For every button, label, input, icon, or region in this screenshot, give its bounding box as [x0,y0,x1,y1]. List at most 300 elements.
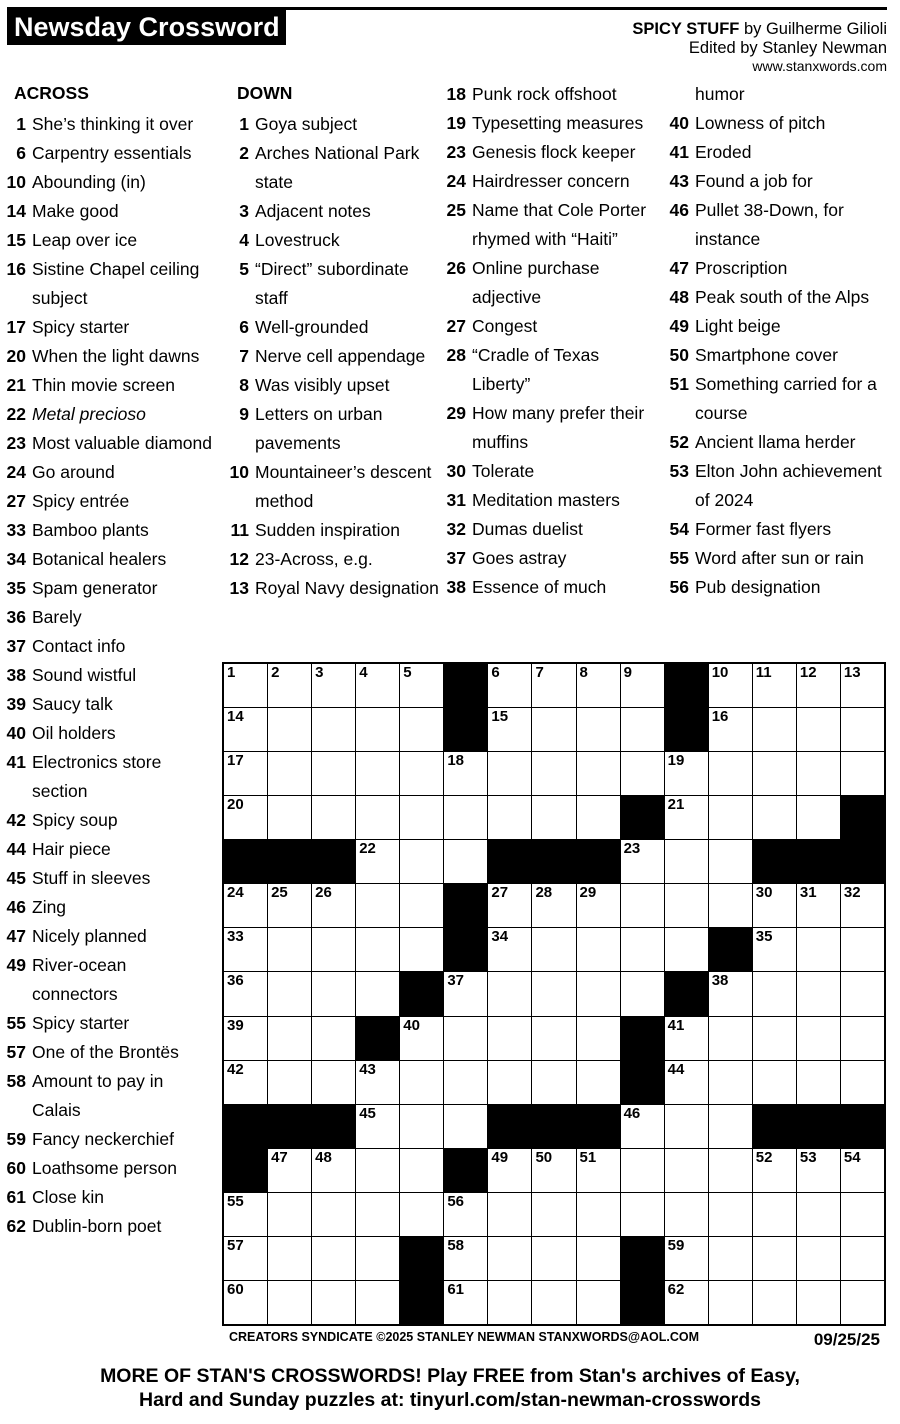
grid-cell[interactable] [577,1149,620,1192]
clue-item [669,196,891,254]
grid-cell[interactable] [356,1237,399,1280]
clue-item [669,80,891,109]
black-square [444,708,487,751]
cell-number: 33 [227,928,244,946]
clue-number: 20 [6,346,26,366]
grid-cell[interactable] [621,664,664,707]
grid-cell[interactable] [841,1281,884,1324]
down-header: DOWN [237,83,293,103]
clue-text: Something carried for a course [695,374,877,423]
clue-number: 48 [669,287,689,307]
grid-cell[interactable] [532,884,575,927]
grid-cell[interactable] [224,796,267,839]
black-square [665,708,708,751]
grid-cell[interactable] [621,928,664,971]
grid-cell[interactable] [356,1061,399,1104]
grid-cell[interactable] [356,708,399,751]
cell-number: 41 [667,1016,685,1034]
grid-cell[interactable] [841,884,884,927]
clue-number [669,80,695,109]
cell-number: 36 [227,972,244,990]
grid-cell[interactable] [312,928,355,971]
cell-number: 8 [579,664,588,681]
grid-cell[interactable] [709,796,752,839]
clue-text: Dublin-born poet [32,1216,162,1236]
grid-cell[interactable] [224,1017,267,1060]
black-square [488,1105,531,1148]
down-clue-list-3 [669,80,891,602]
grid-cell[interactable] [577,928,620,971]
grid-cell[interactable] [224,972,267,1015]
grid-cell[interactable] [532,1193,575,1236]
grid-cell[interactable] [444,972,487,1015]
grid-cell[interactable] [532,796,575,839]
grid-cell[interactable] [268,1061,311,1104]
grid-cell[interactable] [841,708,884,751]
grid-cell[interactable] [268,972,311,1015]
grid-cell[interactable] [488,1193,531,1236]
grid-cell[interactable] [797,1281,840,1324]
clue-item [6,1009,216,1038]
grid-cell[interactable] [268,1149,311,1192]
grid-cell[interactable] [400,1149,443,1192]
grid-cell[interactable] [400,1017,443,1060]
grid-cell[interactable] [709,972,752,1015]
clue-text: Saucy talk [32,694,113,714]
clue-number: 14 [6,201,26,221]
clue-number: 61 [6,1187,26,1207]
grid-cell[interactable] [665,884,708,927]
clue-item [446,341,656,399]
grid-cell[interactable] [797,1061,840,1104]
grid-cell[interactable] [488,708,531,751]
grid-cell[interactable] [577,972,620,1015]
grid-cell[interactable] [356,972,399,1015]
grid-cell[interactable] [797,752,840,795]
cell-number: 15 [491,708,509,726]
clue-number: 10 [6,172,26,192]
cell-number: 48 [315,1148,332,1166]
grid-cell[interactable] [621,708,664,751]
clue-number: 3 [239,201,249,221]
grid-cell[interactable] [841,1193,884,1236]
clue-number: 26 [446,258,466,278]
black-square [621,1237,664,1280]
grid-cell[interactable] [577,708,620,751]
grid-cell[interactable] [709,840,752,883]
grid-cell[interactable] [665,752,708,795]
grid-cell[interactable] [709,884,752,927]
grid-cell[interactable] [444,796,487,839]
clue-number: 37 [446,548,466,568]
grid-cell[interactable] [753,1061,796,1104]
grid-cell[interactable] [665,1193,708,1236]
clue-number: 27 [6,491,26,511]
grid-cell[interactable] [577,796,620,839]
grid-cell[interactable] [841,972,884,1015]
clue-item [6,197,216,226]
clue-text: “Direct” subordinate staff [255,259,409,308]
clue-item [6,661,216,690]
grid-cell[interactable] [400,928,443,971]
clue-number: 49 [6,955,26,975]
grid-cell[interactable] [532,708,575,751]
grid-cell[interactable] [400,1105,443,1148]
cell-number: 16 [711,708,729,726]
grid-cell[interactable] [268,884,311,927]
clue-text: Zing [32,897,67,917]
grid-cell[interactable] [400,708,443,751]
grid-cell[interactable] [444,1237,487,1280]
grid-cell[interactable] [665,1017,708,1060]
grid-cell[interactable] [532,1149,575,1192]
grid-cell[interactable] [709,1237,752,1280]
grid-cell[interactable] [709,708,752,751]
grid-cell[interactable] [400,752,443,795]
grid-cell[interactable] [312,884,355,927]
cell-number: 54 [843,1148,861,1166]
clue-item [229,110,444,139]
clue-item [446,399,656,457]
grid-cell[interactable] [532,664,575,707]
clue-text: Was visibly upset [255,375,390,395]
grid-cell[interactable] [224,1281,267,1324]
clue-item [446,196,656,254]
grid-cell[interactable] [444,1061,487,1104]
grid-cell[interactable] [709,1281,752,1324]
grid-cell[interactable] [665,796,708,839]
black-square [621,1281,664,1324]
grid-cell[interactable] [841,1237,884,1280]
grid-cell[interactable] [444,1105,487,1148]
clue-text: Ancient llama herder [695,432,856,452]
grid-cell[interactable] [753,1281,796,1324]
clue-item [6,400,216,429]
clue-text: Oil holders [32,723,116,743]
grid-cell[interactable] [224,1237,267,1280]
grid-cell[interactable] [400,1193,443,1236]
black-square [709,928,752,971]
grid-cell[interactable] [797,664,840,707]
cell-number: 43 [359,1060,376,1078]
grid-cell[interactable] [400,796,443,839]
grid-cell[interactable] [577,1281,620,1324]
grid-cell[interactable] [488,1237,531,1280]
grid-cell[interactable] [753,1193,796,1236]
grid-cell[interactable] [753,884,796,927]
clue-item [6,1125,216,1154]
grid-cell[interactable] [488,884,531,927]
clue-number: 49 [669,316,689,336]
grid-cell[interactable] [577,884,620,927]
down-clues-column-2 [446,80,656,602]
clue-number: 27 [446,316,466,336]
across-clues-column [6,80,216,1241]
grid-cell[interactable] [224,928,267,971]
cell-number: 30 [755,884,773,902]
grid-cell[interactable] [797,1237,840,1280]
clue-number: 52 [669,432,689,452]
clue-item [229,371,444,400]
grid-cell[interactable] [312,1149,355,1192]
grid-cell[interactable] [797,708,840,751]
black-square [797,840,840,883]
grid-cell[interactable] [312,1061,355,1104]
clue-number: 35 [6,578,26,598]
clue-text: Former fast flyers [695,519,832,539]
crossword-grid [222,662,886,1326]
grid-cell[interactable] [312,708,355,751]
grid-cell[interactable] [532,752,575,795]
grid-cell[interactable] [797,1149,840,1192]
grid-cell[interactable] [709,752,752,795]
grid-cell[interactable] [488,928,531,971]
grid-cell[interactable] [488,1017,531,1060]
grid-cell[interactable] [797,928,840,971]
grid-cell[interactable] [224,884,267,927]
grid-cell[interactable] [841,1149,884,1192]
clue-item [6,951,216,1009]
grid-cell[interactable] [577,1237,620,1280]
grid-cell[interactable] [709,1061,752,1104]
clue-item [229,516,444,545]
grid-cell[interactable] [532,972,575,1015]
cell-number: 13 [843,664,861,681]
cell-number: 11 [755,664,772,681]
grid-cell[interactable] [268,664,311,707]
grid-cell[interactable] [709,1193,752,1236]
grid-cell[interactable] [753,1149,796,1192]
cell-number: 28 [535,884,553,902]
grid-cell[interactable] [532,928,575,971]
grid-cell[interactable] [709,1105,752,1148]
grid-cell[interactable] [312,1281,355,1324]
grid-cell[interactable] [488,752,531,795]
grid-cell[interactable] [400,1061,443,1104]
grid-cell[interactable] [841,1061,884,1104]
grid-cell[interactable] [841,928,884,971]
grid-cell[interactable] [400,664,443,707]
grid-cell[interactable] [356,884,399,927]
grid-cell[interactable] [709,1149,752,1192]
grid-cell[interactable] [753,796,796,839]
grid-cell[interactable] [444,1017,487,1060]
grid-cell[interactable] [577,752,620,795]
grid-cell[interactable] [577,1061,620,1104]
clue-number: 44 [6,839,26,859]
grid-cell[interactable] [312,752,355,795]
grid-cell[interactable] [665,1105,708,1148]
grid-cell[interactable] [268,1017,311,1060]
grid-cell[interactable] [268,1281,311,1324]
grid-cell[interactable] [268,796,311,839]
grid-cell[interactable] [841,1017,884,1060]
clue-text: Nicely planned [32,926,147,946]
grid-cell[interactable] [665,928,708,971]
grid-cell[interactable] [488,796,531,839]
cell-number: 21 [667,796,685,814]
grid-cell[interactable] [312,1237,355,1280]
grid-cell[interactable] [356,1281,399,1324]
clue-text: One of the Brontës [32,1042,179,1062]
grid-cell[interactable] [797,884,840,927]
grid-cell[interactable] [797,1193,840,1236]
grid-cell[interactable] [665,840,708,883]
grid-cell[interactable] [532,1061,575,1104]
black-square [532,840,575,883]
clue-text: When the light dawns [32,346,200,366]
grid-cell[interactable] [400,840,443,883]
grid-cell[interactable] [488,1061,531,1104]
cell-number: 20 [227,796,244,814]
grid-cell[interactable] [797,972,840,1015]
author: by Guilherme Gilioli [743,20,887,38]
clue-number: 30 [446,461,466,481]
cell-number: 47 [271,1148,288,1166]
cell-number: 4 [359,664,368,681]
grid-cell[interactable] [356,1193,399,1236]
clue-number: 62 [6,1216,26,1236]
clue-text: Contact info [32,636,126,656]
grid-cell[interactable] [444,1281,487,1324]
grid-cell[interactable] [488,1149,531,1192]
clue-item [669,428,891,457]
grid-cell[interactable] [753,1017,796,1060]
grid-cell[interactable] [356,1149,399,1192]
puzzle-date: 09/25/25 [813,1330,880,1349]
grid-cell[interactable] [709,664,752,707]
clue-item [6,690,216,719]
grid-cell[interactable] [621,1149,664,1192]
grid-cell[interactable] [268,1237,311,1280]
grid-cell[interactable] [532,1237,575,1280]
clue-text: Lowness of pitch [695,113,826,133]
grid-cell[interactable] [753,928,796,971]
grid-cell[interactable] [665,1061,708,1104]
clue-number: 32 [446,519,466,539]
clue-item [446,138,656,167]
clue-text: Fancy neckerchief [32,1129,175,1149]
grid-cell[interactable] [665,1237,708,1280]
clue-number: 1 [239,114,249,134]
grid-cell[interactable] [532,1017,575,1060]
grid-cell[interactable] [268,752,311,795]
cell-number: 12 [799,664,817,681]
grid-cell[interactable] [621,972,664,1015]
grid-cell[interactable] [312,1193,355,1236]
grid-cell[interactable] [488,972,531,1015]
grid-cell[interactable] [268,928,311,971]
grid-cell[interactable] [356,1105,399,1148]
grid-cell[interactable] [488,1281,531,1324]
clue-item [6,835,216,864]
clue-text: Peak south of the Alps [695,287,870,307]
down-clues-column-1 [229,80,444,603]
grid-cell[interactable] [356,840,399,883]
grid-cell[interactable] [621,752,664,795]
grid-cell[interactable] [356,928,399,971]
grid-cell[interactable] [753,972,796,1015]
black-square [797,1105,840,1148]
black-square [400,1237,443,1280]
black-square [356,1017,399,1060]
grid-cell[interactable] [797,1017,840,1060]
grid-cell[interactable] [444,752,487,795]
grid-cell[interactable] [577,1017,620,1060]
clue-text: Lovestruck [255,230,340,250]
clue-text: Smartphone cover [695,345,838,365]
grid-cell[interactable] [356,664,399,707]
grid-cell[interactable] [621,840,664,883]
clue-text: Name that Cole Porter rhymed with “Haiti” [472,200,647,249]
clue-item [669,167,891,196]
clue-item [6,893,216,922]
clue-text: Eroded [695,142,752,162]
grid-cell[interactable] [488,664,531,707]
clue-item [669,138,891,167]
grid-cell[interactable] [268,1193,311,1236]
grid-cell[interactable] [797,796,840,839]
grid-cell[interactable] [621,884,664,927]
grid-cell[interactable] [709,1017,752,1060]
clue-item [446,457,656,486]
clue-item [669,370,891,428]
grid-cell[interactable] [621,1193,664,1236]
grid-cell[interactable] [665,1281,708,1324]
grid-cell[interactable] [753,664,796,707]
clue-number: 59 [6,1129,26,1149]
clue-number: 8 [239,375,249,395]
clue-item [669,341,891,370]
grid-cell[interactable] [312,664,355,707]
grid-cell[interactable] [224,1061,267,1104]
clue-text: “Cradle of Texas Liberty” [472,345,600,394]
grid-cell[interactable] [444,840,487,883]
grid-cell[interactable] [753,708,796,751]
grid-cell[interactable] [841,664,884,707]
clue-text: Close kin [32,1187,104,1207]
grid-cell[interactable] [753,1237,796,1280]
black-square [488,840,531,883]
grid-cell[interactable] [312,972,355,1015]
grid-cell[interactable] [400,884,443,927]
clue-number: 60 [6,1158,26,1178]
grid-cell[interactable] [268,708,311,751]
grid-cell[interactable] [753,752,796,795]
grid-cell[interactable] [621,1105,664,1148]
grid-cell[interactable] [312,796,355,839]
clue-item [6,1038,216,1067]
cell-number: 32 [843,884,861,902]
grid-cell[interactable] [577,664,620,707]
grid-cell[interactable] [224,752,267,795]
grid-cell[interactable] [224,1193,267,1236]
grid-cell[interactable] [312,1017,355,1060]
clue-number: 45 [6,868,26,888]
grid-cell[interactable] [841,752,884,795]
grid-cell[interactable] [444,1193,487,1236]
grid-cell[interactable] [577,1193,620,1236]
grid-cell[interactable] [224,708,267,751]
grid-cell[interactable] [356,752,399,795]
grid-cell[interactable] [665,1149,708,1192]
grid-cell[interactable] [224,664,267,707]
clue-item [669,573,891,602]
grid-cell[interactable] [532,1281,575,1324]
cell-number: 56 [447,1192,465,1210]
black-square [444,1149,487,1192]
grid-cell[interactable] [356,796,399,839]
